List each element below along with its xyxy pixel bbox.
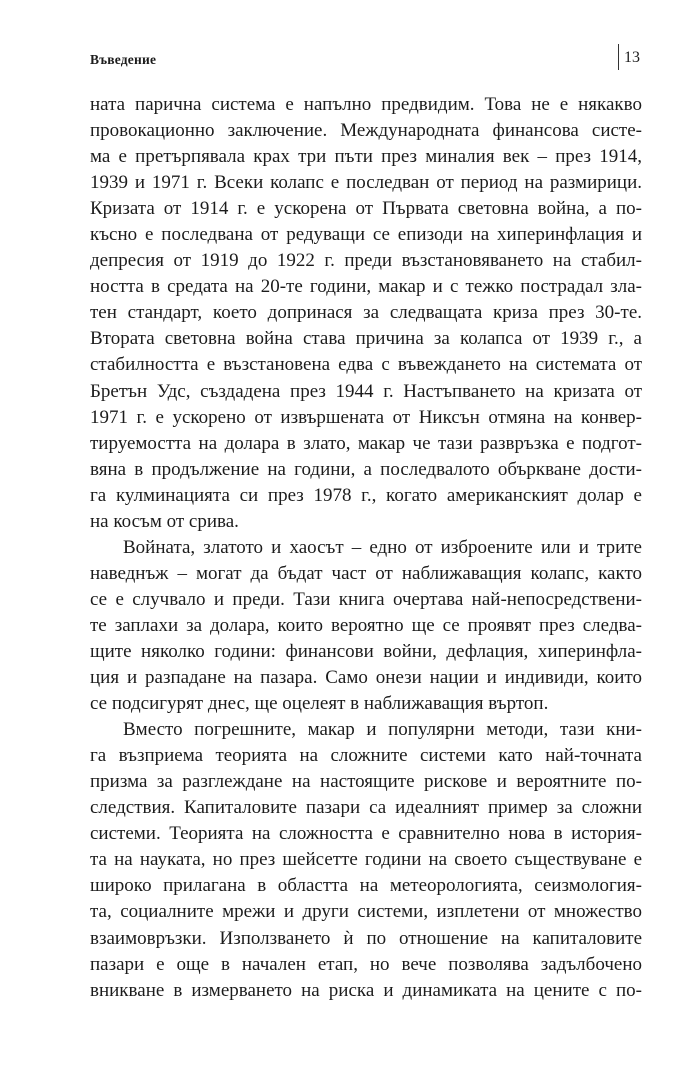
text-line: тен стандарт, което допринася за следващата криза през 30-те. [90,302,642,324]
text-line: следствия. Капиталовите пазари са идеалният пример за сложни [90,797,642,819]
running-head [90,44,642,72]
text-line: Кризата от 1914 г. е ускорена от Първата световна война, а по- [90,198,642,220]
text-line: та, социалните мрежи и други системи, изплетени от множество [90,901,642,923]
text-line: 1939 и 1971 г. Всеки колапс е последван от период на размирици. [90,172,642,194]
text-line: късно е последвана от редуващи се епизоди на хиперинфлация и [90,224,642,246]
text-line: Вместо погрешните, макар и популярни методи, тази кни- [123,719,642,741]
text-line: те заплахи за долара, които вероятно ще се проявят през следва- [90,614,642,636]
text-line: се е случвало и преди. Тази книга очертава най-непосредствени- [90,588,642,610]
text-line: Втората световна война става причина за колапса от 1939 г., а [90,328,642,350]
text-line: та на науката, но през шейсетте години на своето съществуване е [90,849,642,871]
body-text [90,92,642,1004]
text-line: наведнъж – могат да бъдат част от наближаващия колапс, както [90,562,642,584]
section-title: Въведение [90,52,157,67]
text-line: стабилността е възстановена едва с въвеждането на системата от [90,354,642,376]
text-line: системи. Теорията на сложността е сравнително нова в история- [90,823,642,845]
text-line: ция и разпадане на пазара. Само онези нации и индивиди, които [90,667,642,689]
header-divider [618,44,619,70]
text-line: пазари е още в начален етап, но вече позволява задълбочено [90,953,642,975]
text-line: депресия от 1919 до 1922 г. преди възстановяването на стабил- [90,250,642,272]
text-line: Бретън Удс, създадена през 1944 г. Настъпването на кризата от [90,380,642,402]
text-line: га кулминацията си през 1978 г., когато американският долар е [90,484,642,506]
text-line: Войната, златото и хаосът – едно от изброените или и трите [123,536,642,558]
text-line: вяна в продължение на години, а последвалото объркване дости- [90,458,642,480]
text-line: призма за разглеждане на настоящите рискове и вероятните по- [90,771,642,793]
text-line: га възприема теорията на сложните системи като най-точната [90,745,642,767]
text-line: на косъм от срива. [90,510,239,532]
page-number: 13 [624,49,640,66]
text-line: 1971 г. е ускорено от извършената от Никсън отмяна на конвер- [90,406,642,428]
text-line: ността в средата на 20-те години, макар и с тежко пострадал зла- [90,276,642,298]
text-line: ната парична система е напълно предвидим. Това не е някакво [90,94,642,115]
text-line: ма е претърпявала крах три пъти през миналия век – през 1914, [90,146,642,168]
text-line: вникване в измерването на риска и динамиката на цените с по- [90,979,642,1001]
text-line: взаимовръзки. Използването ѝ по отношение на капиталовите [90,927,642,949]
text-line: широко прилагана в областта на метеорологията, сеизмология- [90,875,642,897]
text-line: провокационно заключение. Международната финансова систе- [90,120,642,142]
text-line: се подсигурят днес, ще оцелеят в наближаващия въртоп. [90,693,549,715]
text-line: тируемостта на долара в злато, макар че тази развръзка е подгот- [90,432,642,454]
text-line: щите няколко години: финансови войни, дефлация, хиперинфла- [90,640,642,662]
